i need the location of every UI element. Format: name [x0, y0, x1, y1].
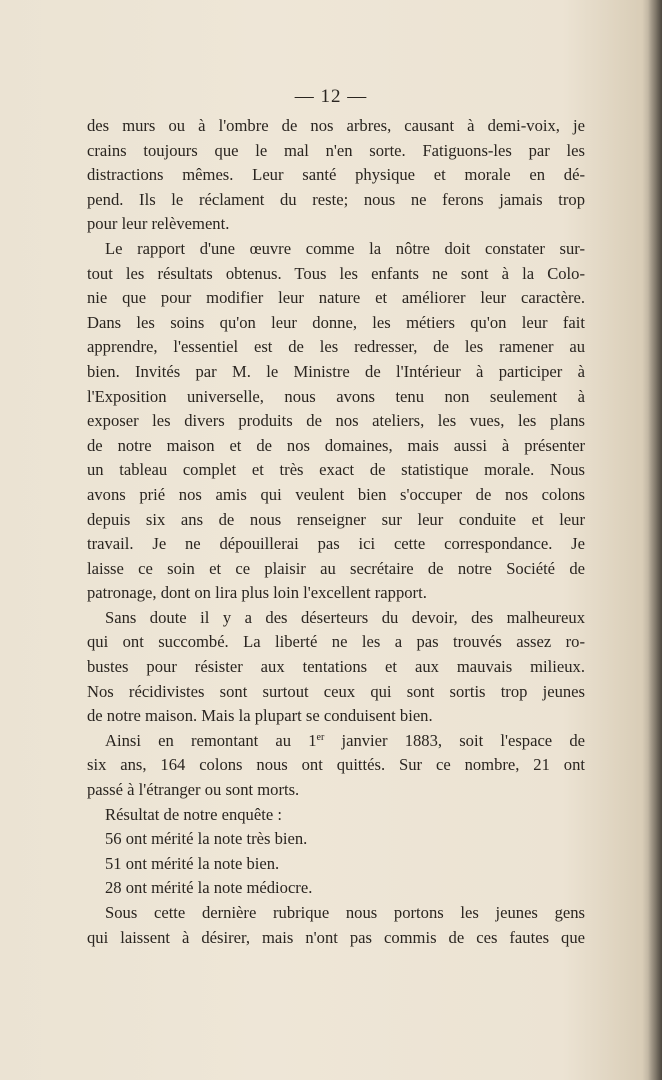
text-line: crains toujours que le mal n'en sorte. Fatiguons-les par les [87, 140, 585, 160]
text-line: Dans les soins qu'on leur donne, les métiers qu'on leur fait [87, 312, 585, 332]
text-line: travail. Je ne dépouillerai pas ici cette correspondance. Je [87, 534, 585, 554]
text-line: qui ont succombé. La liberté ne les a pas trouvés assez ro- [87, 632, 585, 652]
text-line: Nos récidivistes sont surtout ceux qui sont sortis trop jeunes [87, 681, 585, 701]
text-line: des murs ou à l'ombre de nos arbres, causant à demi-voix, je [87, 116, 585, 135]
text-line: bien. Invités par M. le Ministre de l'Intérieur à participer à [87, 361, 585, 381]
text-line: de notre maison et de nos domaines, mais aussi à présenter [87, 435, 585, 455]
text-line: pend. Ils le réclament du reste; nous ne ferons jamais trop [87, 189, 585, 209]
text-line: Ainsi en remontant au 1er janvier 1883, soit l'espace de [105, 730, 585, 750]
text-line: Résultat de notre enquête : [105, 804, 282, 824]
body-text [87, 114, 585, 950]
page-number: — 12 — [294, 86, 368, 107]
text-line: 28 ont mérité la note médiocre. [105, 878, 313, 898]
text-line: laisse ce soin et ce plaisir au secrétaire de notre Société de [87, 558, 585, 578]
text-line: distractions mêmes. Leur santé physique et morale en dé- [87, 165, 585, 185]
text-line: de notre maison. Mais la plupart se conduisent bien. [87, 706, 433, 726]
text-line: un tableau complet et très exact de statistique morale. Nous [87, 460, 585, 480]
text-line: pour leur relèvement. [87, 214, 230, 234]
text-line: exposer les divers produits de nos ateliers, les vues, les plans [87, 411, 585, 431]
text-line: qui laissent à désirer, mais n'ont pas commis de ces fautes que [87, 927, 585, 947]
page-edge-shadow [648, 0, 662, 1080]
text-line: l'Exposition universelle, nous avons tenu non seulement à [87, 386, 585, 406]
text-line: 56 ont mérité la note très bien. [105, 829, 308, 849]
text-line: bustes pour résister aux tentations et aux mauvais milieux. [87, 657, 585, 677]
ordinal-superscript: er [316, 731, 325, 743]
text-line: apprendre, l'essentiel est de les redresser, de les ramener au [87, 337, 585, 357]
text-line: six ans, 164 colons nous ont quittés. Sur ce nombre, 21 ont [87, 755, 585, 775]
text-line: depuis six ans de nous renseigner sur leur conduite et leur [87, 509, 585, 529]
text-line: tout les résultats obtenus. Tous les enfants ne sont à la Colo- [87, 263, 585, 283]
text-line: Le rapport d'une œuvre comme la nôtre doit constater sur- [105, 238, 585, 258]
text-line: Sous cette dernière rubrique nous portons les jeunes gens [105, 903, 585, 922]
text-line: passé à l'étranger ou sont morts. [87, 780, 300, 800]
text-line: patronage, dont on lira plus loin l'excellent rapport. [87, 583, 427, 603]
text-line: Sans doute il y a des déserteurs du devoir, des malheureux [105, 607, 585, 627]
text-line: 51 ont mérité la note bien. [105, 853, 280, 873]
text-line: nie que pour modifier leur nature et améliorer leur caractère. [87, 288, 585, 308]
text-line: avons prié nos amis qui veulent bien s'occuper de nos colons [87, 484, 585, 504]
